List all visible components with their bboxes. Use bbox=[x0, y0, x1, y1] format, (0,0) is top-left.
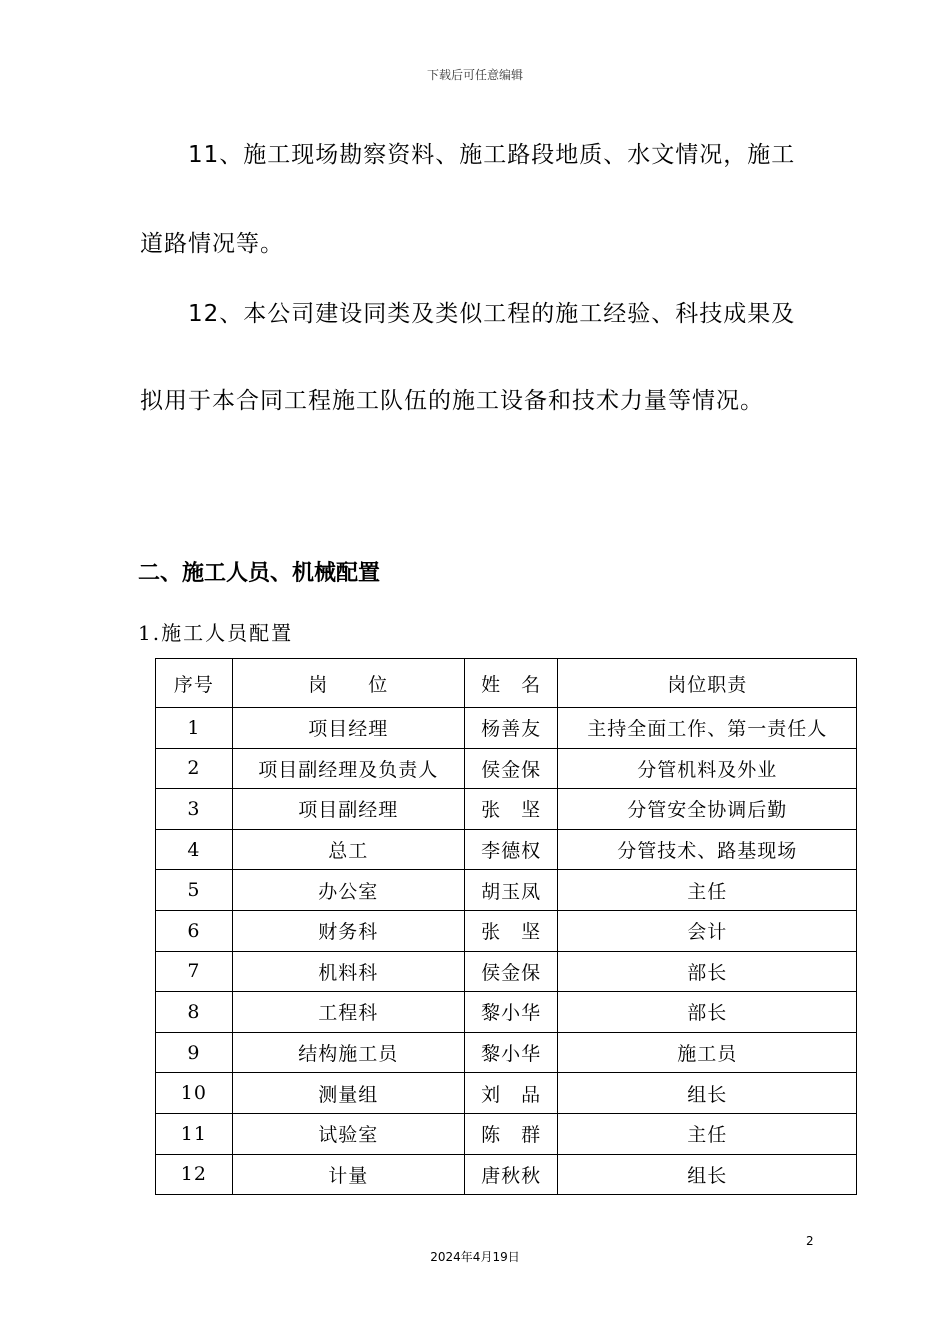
cell-index: 1 bbox=[156, 708, 233, 749]
paragraph-11: 11、施工现场勘察资料、施工路段地质、水文情况，施工 bbox=[188, 142, 796, 168]
cell-index: 11 bbox=[156, 1113, 233, 1154]
table-row bbox=[156, 829, 857, 870]
cell-name: 侯金保 bbox=[464, 951, 558, 992]
table-row bbox=[156, 1073, 857, 1114]
cell-duty: 会计 bbox=[558, 910, 857, 951]
cell-position: 计量 bbox=[232, 1154, 464, 1195]
column-header-duty: 岗位职责 bbox=[558, 659, 857, 708]
cell-index: 12 bbox=[156, 1154, 233, 1195]
cell-index: 8 bbox=[156, 992, 233, 1033]
table-row bbox=[156, 951, 857, 992]
cell-position: 结构施工员 bbox=[232, 1032, 464, 1073]
table-row bbox=[156, 910, 857, 951]
section-title: 二、施工人员、机械配置 bbox=[138, 561, 381, 586]
table-body bbox=[156, 708, 857, 1195]
cell-name: 黎小华 bbox=[464, 1032, 558, 1073]
cell-name: 张 坚 bbox=[464, 910, 558, 951]
paragraph-11-continued: 道路情况等。 bbox=[140, 231, 284, 257]
cell-name: 张 坚 bbox=[464, 789, 558, 830]
cell-duty: 施工员 bbox=[558, 1032, 857, 1073]
cell-index: 2 bbox=[156, 748, 233, 789]
cell-name: 黎小华 bbox=[464, 992, 558, 1033]
table-row bbox=[156, 870, 857, 911]
cell-position: 测量组 bbox=[232, 1073, 464, 1114]
cell-position: 项目副经理 bbox=[232, 789, 464, 830]
cell-position: 工程科 bbox=[232, 992, 464, 1033]
cell-name: 胡玉凤 bbox=[464, 870, 558, 911]
cell-duty: 部长 bbox=[558, 992, 857, 1033]
staff-table bbox=[155, 658, 857, 1195]
table-header-row bbox=[156, 659, 857, 708]
cell-index: 4 bbox=[156, 829, 233, 870]
cell-name: 杨善友 bbox=[464, 708, 558, 749]
table-row bbox=[156, 1154, 857, 1195]
table-row bbox=[156, 789, 857, 830]
cell-position: 试验室 bbox=[232, 1113, 464, 1154]
table-row bbox=[156, 1032, 857, 1073]
cell-duty: 分管机料及外业 bbox=[558, 748, 857, 789]
cell-name: 刘 品 bbox=[464, 1073, 558, 1114]
cell-index: 10 bbox=[156, 1073, 233, 1114]
column-header-position: 岗 位 bbox=[232, 659, 464, 708]
cell-name: 李德权 bbox=[464, 829, 558, 870]
page-header: 下载后可任意编辑 bbox=[426, 68, 523, 82]
cell-duty: 分管安全协调后勤 bbox=[558, 789, 857, 830]
paragraph-12: 12、本公司建设同类及类似工程的施工经验、科技成果及 bbox=[188, 301, 796, 327]
cell-duty: 组长 bbox=[558, 1073, 857, 1114]
cell-position: 总工 bbox=[232, 829, 464, 870]
cell-index: 6 bbox=[156, 910, 233, 951]
cell-duty: 主持全面工作、第一责任人 bbox=[558, 708, 857, 749]
cell-position: 机料科 bbox=[232, 951, 464, 992]
table-row bbox=[156, 748, 857, 789]
cell-duty: 主任 bbox=[558, 870, 857, 911]
cell-index: 3 bbox=[156, 789, 233, 830]
page-number: 2 bbox=[806, 1234, 814, 1248]
cell-name: 唐秋秋 bbox=[464, 1154, 558, 1195]
cell-duty: 主任 bbox=[558, 1113, 857, 1154]
cell-name: 侯金保 bbox=[464, 748, 558, 789]
subsection-title: 1.施工人员配置 bbox=[138, 621, 294, 645]
cell-index: 5 bbox=[156, 870, 233, 911]
cell-duty: 组长 bbox=[558, 1154, 857, 1195]
table-row bbox=[156, 1113, 857, 1154]
table-row bbox=[156, 992, 857, 1033]
cell-position: 项目经理 bbox=[232, 708, 464, 749]
cell-index: 9 bbox=[156, 1032, 233, 1073]
column-header-name: 姓 名 bbox=[464, 659, 558, 708]
cell-index: 7 bbox=[156, 951, 233, 992]
cell-position: 办公室 bbox=[232, 870, 464, 911]
cell-position: 财务科 bbox=[232, 910, 464, 951]
footer-date: 2024年4月19日 bbox=[430, 1250, 520, 1264]
cell-duty: 分管技术、路基现场 bbox=[558, 829, 857, 870]
table-row bbox=[156, 708, 857, 749]
cell-name: 陈 群 bbox=[464, 1113, 558, 1154]
cell-position: 项目副经理及负责人 bbox=[232, 748, 464, 789]
column-header-index: 序号 bbox=[156, 659, 233, 708]
cell-duty: 部长 bbox=[558, 951, 857, 992]
paragraph-12-continued: 拟用于本合同工程施工队伍的施工设备和技术力量等情况。 bbox=[140, 388, 764, 414]
